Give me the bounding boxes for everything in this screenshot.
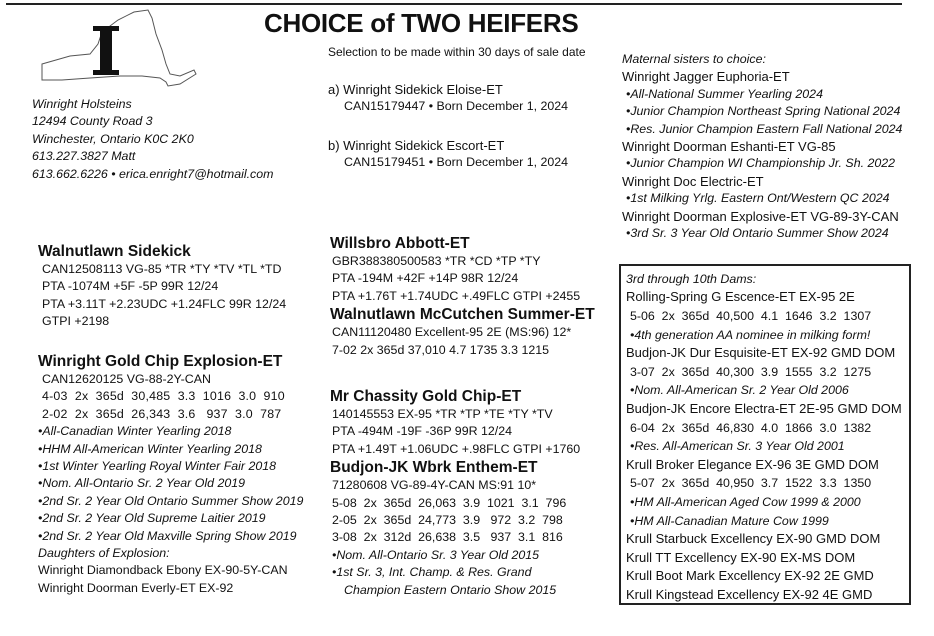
sire2-line: PTA +1.76T +1.74UDC +.49FLC GTPI +2455 [332, 288, 581, 303]
dam3-record: 2-05 2x 365d 24,773 3.9 972 3.2 798 [332, 513, 563, 528]
dam-record: 2-02 2x 365d 26,343 3.6 937 3.0 787 [42, 406, 282, 421]
maternal-note: •Res. Junior Champion Eastern Fall National 2024 [626, 121, 903, 136]
sire2-block [330, 234, 595, 359]
daughter-item: Winright Diamondback Ebony EX-90-5Y-CAN [38, 563, 288, 578]
contact-phone: 613.227.3827 Matt [32, 149, 136, 164]
maternal-block [622, 51, 902, 242]
dam-honor: •Nom. All-Ontario Sr. 2 Year Old 2019 [38, 476, 246, 491]
dam2-name: Walnutlawn McCutchen Summer-ET [330, 306, 595, 324]
maternal-heading: Maternal sisters to choice: [622, 52, 766, 66]
dam3-honor: •Nom. All-Ontario Sr. 3 Year Old 2015 [332, 547, 540, 562]
sire3-block [330, 387, 580, 599]
choice-name: a) Winright Sidekick Eloise-ET [328, 82, 503, 97]
choice-name: b) Winright Sidekick Escort-ET [328, 138, 505, 153]
sire-block [38, 242, 286, 331]
dams-box-note: •Nom. All-American Sr. 2 Year Old 2006 [630, 383, 849, 398]
dams-box-name: Krull Kingstead Excellency EX-92 4E GMD [626, 586, 873, 602]
dam-honor: •All-Canadian Winter Yearling 2018 [38, 424, 232, 439]
dams-box-name: Krull Boot Mark Excellency EX-92 2E GMD [626, 568, 874, 584]
contact-phone-email: 613.662.6226 • erica.enright7@hotmail.com [32, 166, 274, 181]
dams-box-name: Budjon-JK Dur Esquisite-ET EX-92 GMD DOM [626, 345, 896, 361]
maternal-note: •3rd Sr. 3 Year Old Ontario Summer Show 2024 [626, 226, 889, 241]
selection-note: Selection to be made within 30 days of sale date [328, 45, 586, 59]
contact-city: Winchester, Ontario K0C 2K0 [32, 131, 194, 146]
sire-line: PTA -1074M +5F -5P 99R 12/24 [42, 279, 219, 294]
dam-line: CAN12620125 VG-88-2Y-CAN [42, 372, 211, 386]
contact-farm: Winright Holsteins [32, 97, 132, 111]
maternal-note: •Junior Champion Northeast Spring National 2024 [626, 104, 901, 119]
choice-detail: CAN15179451 • Born December 1, 2024 [344, 155, 569, 170]
maternal-name: Winright Doorman Eshanti-ET VG-85 [622, 139, 836, 155]
dam3-line: 71280608 VG-89-4Y-CAN MS:91 10* [332, 478, 537, 493]
dams-box-heading: 3rd through 10th Dams: [626, 272, 757, 286]
choice-detail: CAN15179447 • Born December 1, 2024 [344, 99, 569, 114]
dam-name: Winright Gold Chip Explosion-ET [38, 353, 283, 370]
dam-record: 4-03 2x 365d 30,485 3.3 1016 3.0 910 [42, 389, 285, 404]
dams-box-note: •4th generation AA nominee in milking form! [630, 327, 871, 342]
page-title: CHOICE of TWO HEIFERS [264, 8, 579, 38]
dams-box-record: 5-06 2x 365d 40,500 4.1 1646 3.2 1307 [630, 309, 872, 323]
dams-box-name: Krull Starbuck Excellency EX-90 GMD DOM [626, 531, 881, 547]
dam3-record: 5-08 2x 365d 26,063 3.9 1021 3.1 796 [332, 495, 567, 510]
dam3-name: Budjon-JK Wbrk Enthem-ET [330, 459, 538, 477]
dams-box-note: •HM All-Canadian Mature Cow 1999 [630, 513, 829, 528]
sire3-line: PTA +1.49T +1.06UDC +.98FLC GTPI +1760 [332, 441, 581, 456]
maternal-note: •Junior Champion WI Championship Jr. Sh. 2022 [626, 156, 896, 171]
dam-honor: •2nd Sr. 2 Year Old Ontario Summer Show 2019 [38, 493, 304, 508]
maternal-name: Winright Doorman Explosive-ET VG-89-3Y-CAN [622, 208, 899, 224]
dams-box-record: 3-07 2x 365d 40,300 3.9 1555 3.2 1275 [630, 364, 872, 379]
dams-box-note: •Res. All-American Sr. 3 Year Old 2001 [630, 439, 845, 454]
dams-box-record: 6-04 2x 365d 46,830 4.0 1866 3.0 1382 [630, 420, 872, 435]
sire-line: GTPI +2198 [42, 314, 110, 329]
dams-box-record: 5-07 2x 365d 40,950 3.7 1522 3.3 1350 [630, 476, 872, 491]
sire3-name: Mr Chassity Gold Chip-ET [330, 388, 522, 405]
sire3-line: PTA -494M -19F -36P 99R 12/24 [332, 424, 512, 439]
sire2-name: Willsbro Abbott-ET [330, 235, 470, 252]
dam2-line: CAN11120480 Excellent-95 2E (MS:96) 12* [332, 325, 572, 340]
dam-block [38, 352, 303, 597]
dams-box-note: •HM All-American Aged Cow 1999 & 2000 [630, 494, 861, 509]
sire2-line: PTA -194M +42F +14P 98R 12/24 [332, 271, 519, 286]
dam-honor: •1st Winter Yearling Royal Winter Fair 2018 [38, 459, 277, 474]
sire-line: CAN12508113 VG-85 *TR *TY *TV *TL *TD [42, 262, 282, 276]
dam3-record: 3-08 2x 312d 26,638 3.5 937 3.1 816 [332, 530, 563, 545]
sire-name: Walnutlawn Sidekick [38, 243, 191, 260]
sire3-line: 140145553 EX-95 *TR *TP *TE *TY *TV [332, 407, 553, 421]
sire-line: PTA +3.11T +2.23UDC +1.24FLC 99R 12/24 [42, 296, 287, 311]
maternal-name: Winright Doc Electric-ET [622, 173, 764, 189]
dam-honor: •2nd Sr. 2 Year Old Maxville Spring Show 2019 [38, 528, 297, 543]
contact-block [32, 96, 273, 183]
dam3-honor: •1st Sr. 3, Int. Champ. & Res. Grand [332, 565, 532, 580]
daughters-heading: Daughters of Explosion: [38, 546, 170, 561]
daughter-item: Winright Doorman Everly-ET EX-92 [38, 580, 234, 595]
dam-honor: •2nd Sr. 2 Year Old Supreme Laitier 2019 [38, 511, 266, 526]
dam3-honor: Champion Eastern Ontario Show 2015 [344, 582, 557, 597]
dam-honor: •HHM All-American Winter Yearling 2018 [38, 441, 262, 456]
dams-box-name: Krull Broker Elegance EX-96 3E GMD DOM [626, 456, 879, 472]
new-york-state-logo [30, 4, 200, 92]
sire2-line: GBR388380500583 *TR *CD *TP *TY [332, 254, 541, 268]
maternal-name: Winright Jagger Euphoria-ET [622, 69, 790, 85]
dams-box-name: Budjon-JK Encore Electra-ET 2E-95 GMD DOM [626, 400, 902, 416]
dams-box-name: Rolling-Spring G Escence-ET EX-95 2E [626, 289, 855, 305]
dams-box-name: Krull TT Excellency EX-90 EX-MS DOM [626, 549, 856, 565]
maternal-note: •1st Milking Yrlg. Eastern Ont/Western QC 2024 [626, 191, 890, 206]
choice-b [328, 137, 568, 172]
maternal-note: •All-National Summer Yearling 2024 [626, 86, 823, 101]
choice-a [328, 81, 568, 116]
contact-address: 12494 County Road 3 [32, 114, 153, 129]
dam2-line: 7-02 2x 365d 37,010 4.7 1735 3.3 1215 [332, 342, 550, 357]
dams-box [619, 264, 911, 605]
